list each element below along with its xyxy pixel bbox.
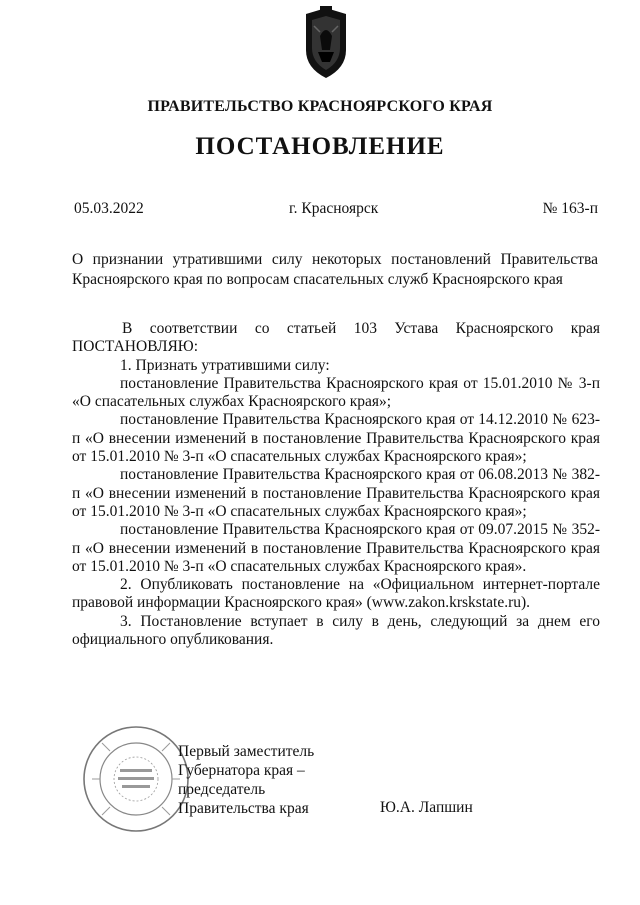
item-1: 1. Признать утратившими силу: bbox=[120, 356, 330, 374]
krasnoyarsk-coat-of-arms-icon bbox=[300, 6, 352, 82]
repealed-act-2: постановление Правительства Красноярского края от 14.12.2010 № 623-п «О внесении изменений в постановление Правительства Красноярского края от 15.01.2010 № 3-п «О спасательных службах Красноярского края»; bbox=[72, 411, 600, 466]
signature-block bbox=[178, 742, 314, 818]
document-date: 05.03.2022 bbox=[74, 200, 144, 217]
repealed-act-3: постановление Правительства Красноярского края от 06.08.2013 № 382-п «О внесении изменений в постановление Правительства Красноярского края от 15.01.2010 № 3-п «О спасательных службах Красноярского края»; bbox=[72, 466, 600, 520]
item-3: 3. Постановление вступает в силу в день, следующий за днем его официального опубликования. bbox=[72, 612, 600, 649]
document-subject: О признании утратившими силу некоторых постановлений Правительства Красноярского края по вопросам спасательных служб Красноярского края bbox=[72, 251, 598, 288]
signature-title-line-4: Правительства края bbox=[178, 800, 309, 817]
official-seal-stamp-icon bbox=[80, 723, 192, 835]
government-title: ПРАВИТЕЛЬСТВО КРАСНОЯРСКОГО КРАЯ bbox=[147, 98, 493, 115]
document-body bbox=[72, 320, 600, 649]
signature-title-line-2: Губернатора края – bbox=[178, 762, 305, 779]
document-number: № 163-п bbox=[542, 200, 598, 217]
document-city: г. Красноярск bbox=[289, 200, 379, 217]
repealed-act-4: постановление Правительства Красноярского края от 09.07.2015 № 352-п «О внесении изменений в постановление Правительства Красноярского края от 15.01.2010 № 3-п «О спасательных службах Красноярского края». bbox=[72, 521, 600, 575]
signer-name: Ю.А. Лапшин bbox=[380, 799, 473, 816]
intro-paragraph: В соответствии со статьей 103 Устава Красноярского края ПОСТАНОВЛЯЮ: bbox=[72, 320, 600, 356]
document-type: ПОСТАНОВЛЕНИЕ bbox=[195, 133, 445, 160]
repealed-act-1: постановление Правительства Красноярского края от 15.01.2010 № 3-п «О спасательных службах Красноярского края»; bbox=[72, 374, 600, 411]
item-2: 2. Опубликовать постановление на «Официальном интернет-портале правовой информации Красноярского края» (www.zakon.krskstate.ru). bbox=[72, 576, 600, 612]
signature-title-line-1: Первый заместитель bbox=[178, 743, 315, 760]
signature-title-line-3: председатель bbox=[178, 781, 266, 798]
